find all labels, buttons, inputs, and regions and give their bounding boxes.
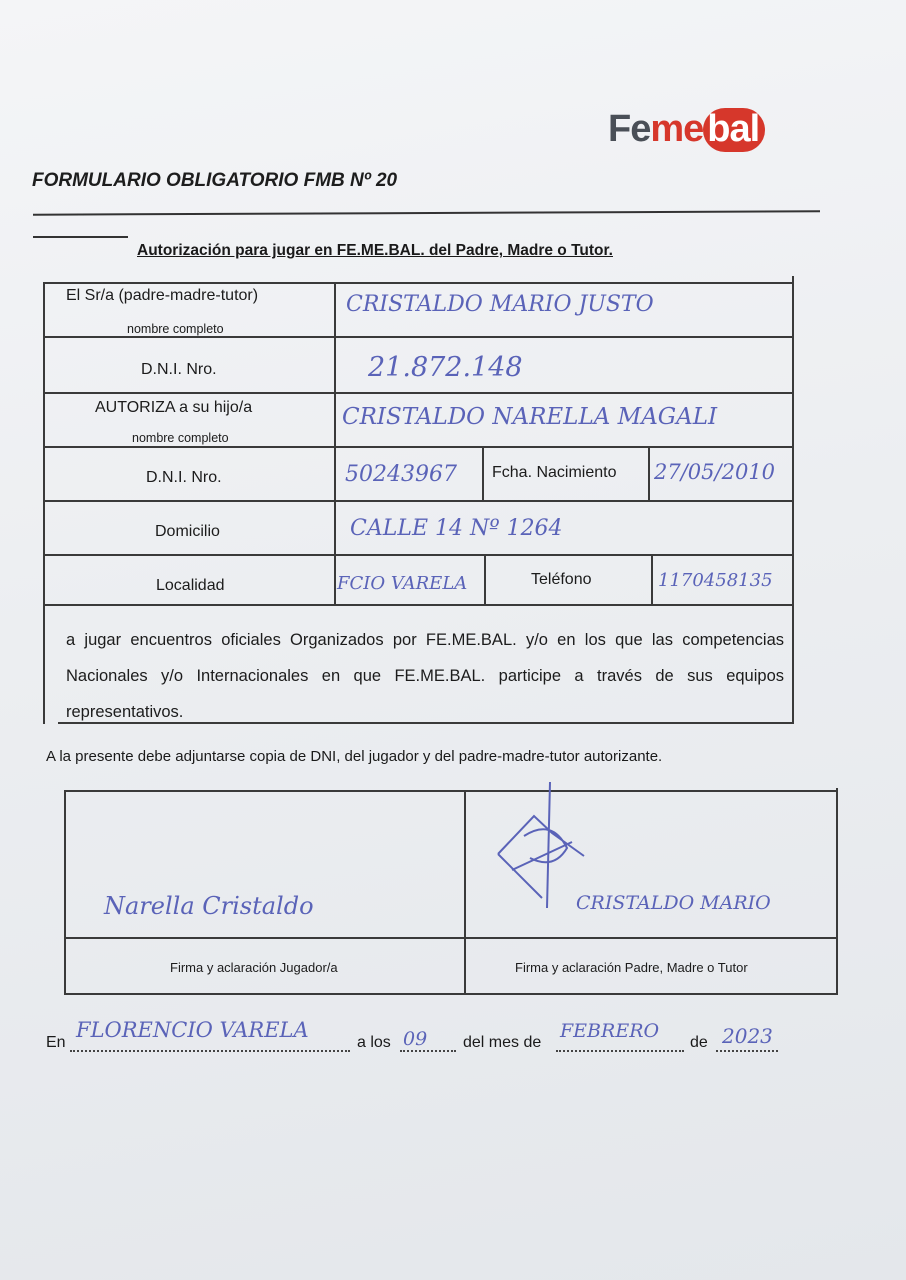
month-dots [556, 1050, 684, 1052]
child-name-label: AUTORIZA a su hijo/a [95, 399, 253, 416]
parent-signature-name: CRISTALDO MARIO [576, 892, 771, 914]
place-dots [70, 1050, 350, 1052]
month-value: FEBRERO [560, 1020, 660, 1042]
parent-signature-caption: Firma y aclaración Padre, Madre o Tutor [515, 960, 748, 975]
column-divider [648, 446, 650, 502]
child-name-sublabel: nombre completo [132, 431, 229, 445]
logo-part-bal: bal [703, 108, 765, 152]
table-border-left [43, 282, 45, 724]
child-name-value: CRISTALDO NARELLA MAGALI [342, 404, 718, 430]
logo-part-me: me [650, 108, 704, 150]
short-rule [33, 236, 128, 238]
table-border-top [43, 282, 793, 284]
player-signature-caption: Firma y aclaración Jugador/a [170, 960, 338, 975]
place-value: FLORENCIO VARELA [76, 1018, 309, 1042]
logo-part-fe: Fe [608, 108, 651, 150]
year-value: 2023 [722, 1024, 773, 1048]
column-divider [484, 554, 486, 606]
parent-dni-value: 21.872.148 [368, 352, 523, 383]
sig-divider [64, 937, 838, 939]
parent-dni-label: D.N.I. Nro. [141, 361, 217, 378]
day-value: 09 [403, 1028, 428, 1050]
parent-name-label: El Sr/a (padre-madre-tutor) [66, 287, 259, 304]
en-label: En [46, 1034, 66, 1051]
city-value: FCIO VARELA [337, 573, 468, 594]
sig-border-right [836, 788, 838, 995]
form-title: FORMULARIO OBLIGATORIO FMB Nº 20 [32, 170, 398, 191]
authorization-text: a jugar encuentros oficiales Organizados por FE.ME.BAL. y/o en los que las competencias Nacionales y/o Internacionales en que FE.ME.BAL. participe a través de sus equipos representativos. [66, 631, 784, 721]
row-divider [43, 500, 793, 502]
a-los-label: a los [357, 1034, 391, 1051]
parent-name-value: CRISTALDO MARIO JUSTO [346, 292, 654, 317]
form-subtitle: Autorización para jugar en FE.ME.BAL. del Padre, Madre o Tutor. [137, 242, 613, 259]
day-dots [400, 1050, 456, 1052]
child-dni-value: 50243967 [345, 462, 457, 487]
column-divider [334, 282, 336, 606]
address-label: Domicilio [155, 523, 220, 540]
player-signature: Narella Cristaldo [104, 892, 314, 920]
address-value: CALLE 14 Nº 1264 [350, 516, 563, 541]
femebal-logo [608, 108, 765, 151]
phone-value: 1170458135 [658, 570, 773, 591]
child-dni-label: D.N.I. Nro. [146, 469, 222, 486]
birth-date-label: Fcha. Nacimiento [492, 464, 617, 481]
mes-label: del mes de [463, 1034, 542, 1051]
row-divider [43, 446, 793, 448]
parent-name-sublabel: nombre completo [127, 322, 224, 336]
phone-label: Teléfono [531, 571, 592, 588]
city-label: Localidad [156, 577, 225, 594]
dni-attachment-note: A la presente debe adjuntarse copia de DNI, del jugador y del padre-madre-tutor autorizante. [46, 748, 663, 765]
row-divider [43, 554, 793, 556]
year-dots [716, 1050, 778, 1052]
row-divider [43, 604, 793, 606]
sig-column-divider [464, 790, 466, 994]
birth-date-value: 27/05/2010 [654, 460, 776, 484]
row-divider [43, 392, 793, 394]
column-divider [482, 446, 484, 502]
column-divider [651, 554, 653, 606]
de-label: de [690, 1034, 708, 1051]
sig-border-top [64, 790, 836, 792]
sig-border-bottom [64, 993, 838, 995]
row-divider [43, 336, 793, 338]
sig-border-left [64, 790, 66, 994]
